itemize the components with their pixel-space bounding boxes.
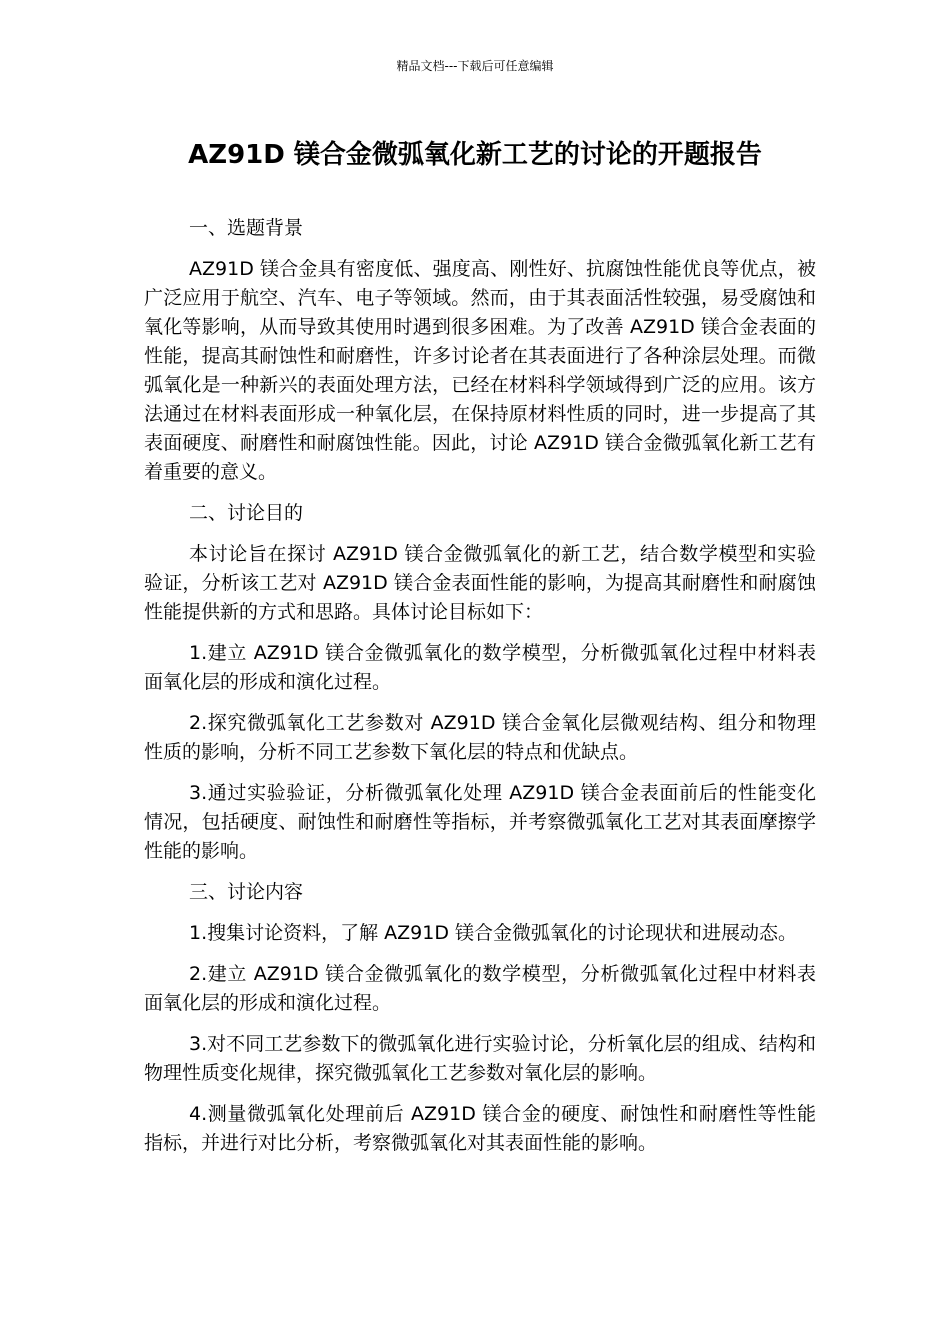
content-item: 4.测量微弧氧化处理前后 AZ91D 镁合金的硬度、耐蚀性和耐磨性等性能指标，并进行对比分析，考察微弧氧化对其表面性能的影响。 <box>144 1103 816 1154</box>
section-heading-content: 三、讨论内容 <box>189 881 304 903</box>
header-note: 精品文档---下载后可任意编辑 <box>396 59 554 73</box>
content-item: 1.搜集讨论资料，了解 AZ91D 镁合金微弧氧化的讨论现状和进展动态。 <box>189 922 798 944</box>
section-heading-background: 一、选题背景 <box>189 217 304 239</box>
document-body <box>144 214 816 1170</box>
purpose-item: 3.通过实验验证，分析微弧氧化处理 AZ91D 镁合金表面前后的性能变化情况，包括硬度、耐蚀性和耐磨性等指标，并考察微弧氧化工艺对其表面摩擦学性能的影响。 <box>144 782 816 862</box>
section-heading-purpose: 二、讨论目的 <box>189 502 304 524</box>
purpose-item: 1.建立 AZ91D 镁合金微弧氧化的数学模型，分析微弧氧化过程中材料表面氧化层的形成和演化过程。 <box>144 642 816 693</box>
purpose-intro-paragraph: 本讨论旨在探讨 AZ91D 镁合金微弧氧化的新工艺，结合数学模型和实验验证，分析该工艺对 AZ91D 镁合金表面性能的影响，为提高其耐磨性和耐腐蚀性能提供新的方式和思路。具体讨论目标如下： <box>144 543 816 623</box>
content-item: 2.建立 AZ91D 镁合金微弧氧化的数学模型，分析微弧氧化过程中材料表面氧化层的形成和演化过程。 <box>144 963 816 1014</box>
document-title: AZ91D 镁合金微弧氧化新工艺的讨论的开题报告 <box>188 140 762 170</box>
background-paragraph: AZ91D 镁合金具有密度低、强度高、刚性好、抗腐蚀性能优良等优点，被广泛应用于航空、汽车、电子等领域。然而，由于其表面活性较强，易受腐蚀和氧化等影响，从而导致其使用时遇到很多困难。为了改善 AZ91D 镁合金表面的性能，提高其耐蚀性和耐磨性，许多讨论者在其表面进行了各种涂层处理。而微弧氧化是一种新兴的表面处理方法，已经在材料科学领域得到广泛的应用。该方法通过在材料表面形成一种氧化层，在保持原材料性质的同时，进一步提高了其表面硬度、耐磨性和耐腐蚀性能。因此，讨论 AZ91D 镁合金微弧氧化新工艺有着重要的意义。 <box>144 258 816 483</box>
purpose-item: 2.探究微弧氧化工艺参数对 AZ91D 镁合金氧化层微观结构、组分和物理性质的影响，分析不同工艺参数下氧化层的特点和优缺点。 <box>144 712 816 763</box>
content-item: 3.对不同工艺参数下的微弧氧化进行实验讨论，分析氧化层的组成、结构和物理性质变化规律，探究微弧氧化工艺参数对氧化层的影响。 <box>144 1033 816 1084</box>
